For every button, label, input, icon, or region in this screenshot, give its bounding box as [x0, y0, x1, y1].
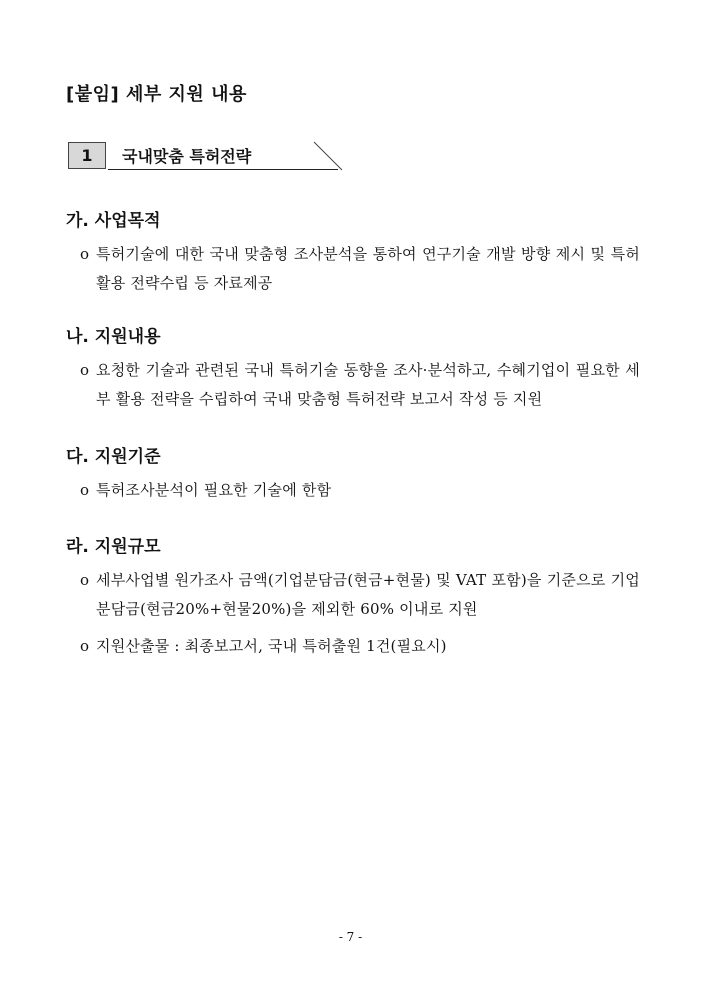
- subheading-support-content: 나. 지원내용: [66, 327, 161, 347]
- section-diagonal-line: [68, 138, 344, 172]
- list-item-text: 특허기술에 대한 국내 맞춤형 조사분석을 통하여 연구기술 개발 방향 제시 및 특허 활용 전략수립 등 자료제공: [96, 245, 640, 292]
- list-item-text: 세부사업별 원가조사 금액(기업분담금(현금+현물) 및 VAT 포함)을 기준으로 기업분담금(현금20%+현물20%)을 제외한 60% 이내로 지원: [96, 571, 640, 618]
- page-number: - 7 -: [338, 930, 363, 944]
- bullet-marker: o: [80, 481, 90, 499]
- section-number-box: 1: [68, 142, 106, 169]
- list-item-text: 특허조사분석이 필요한 기술에 한함: [96, 481, 332, 499]
- bullet-marker: o: [80, 245, 90, 263]
- subheading-support-criteria: 다. 지원기준: [66, 447, 161, 467]
- bullet-marker: o: [80, 571, 90, 589]
- subheading-support-scale: 라. 지원규모: [66, 537, 161, 557]
- list-item-text: 요청한 기술과 관련된 국내 특허기술 동향을 조사·분석하고, 수혜기업이 필요한 세부 활용 전략을 수립하여 국내 맞춤형 특허전략 보고서 작성 등 지원: [96, 361, 640, 408]
- list-item: [80, 566, 640, 624]
- list-item-text: 지원산출물 : 최종보고서, 국내 특허출원 1건(필요시): [96, 637, 447, 655]
- section-title: 국내맞춤 특허전략: [122, 147, 252, 166]
- list-item: [80, 476, 640, 505]
- bullet-marker: o: [80, 361, 90, 379]
- subheading-purpose: 가. 사업목적: [66, 211, 161, 231]
- list-item: [80, 356, 640, 414]
- list-item: [80, 240, 640, 298]
- section-header: [68, 138, 344, 172]
- list-item: [80, 632, 640, 661]
- bullet-marker: o: [80, 637, 90, 655]
- document-title: [붙임] 세부 지원 내용: [66, 84, 247, 105]
